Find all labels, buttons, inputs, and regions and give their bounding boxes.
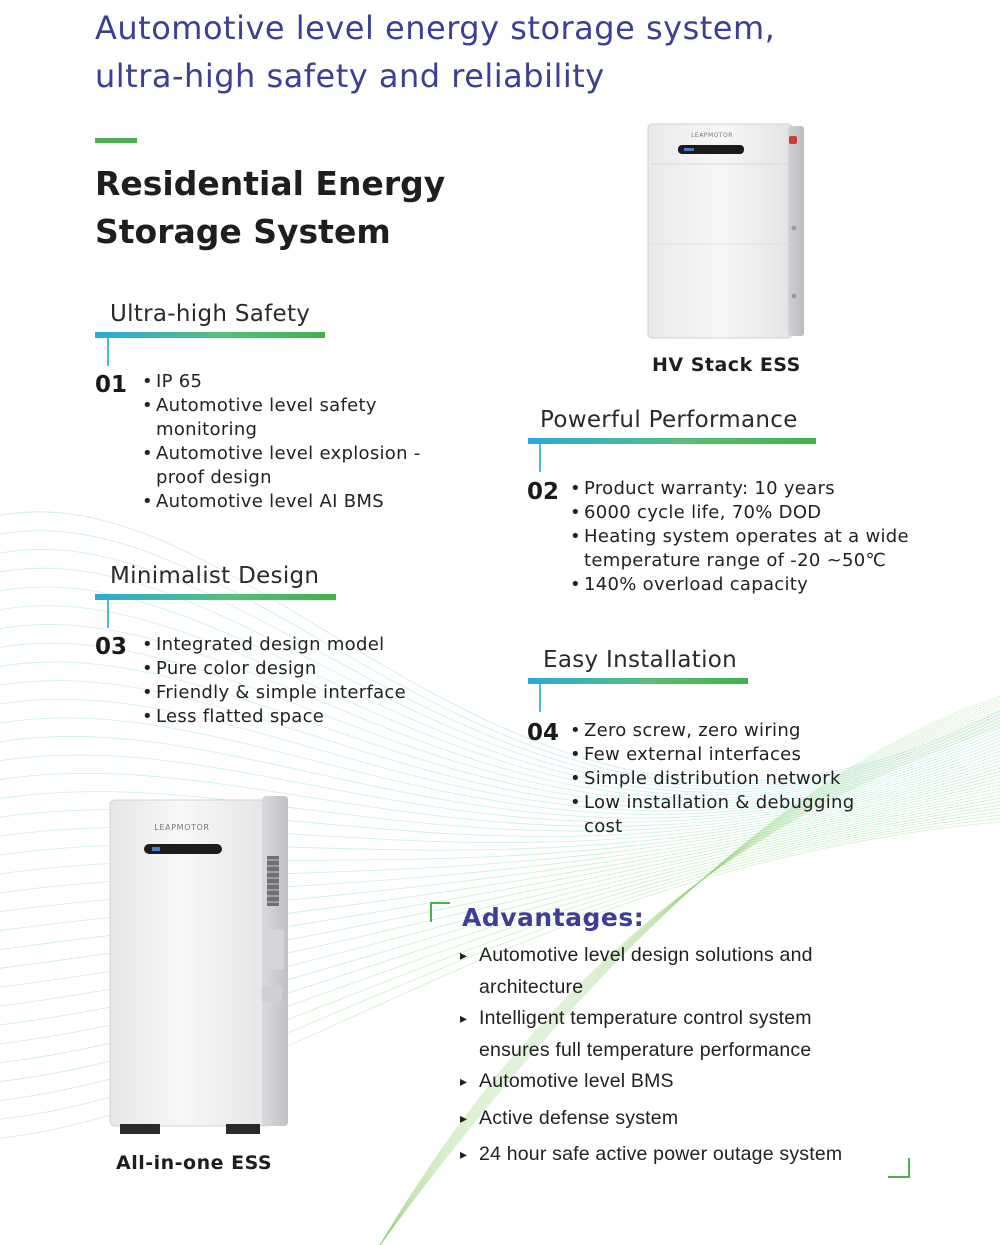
headline [95, 4, 975, 100]
section-title-installation: Easy Installation [543, 647, 738, 673]
list-item: • Heating system operates at a wide temperature range of -20 ~50℃ [570, 525, 915, 573]
section-tick-design [107, 600, 109, 628]
section-bar-design [95, 594, 336, 600]
section-number-03: 03 [95, 634, 128, 660]
list-item: • Less flatted space [142, 705, 442, 729]
hv-stack-caption: HV Stack ESS [652, 354, 801, 376]
list-item: • 140% overload capacity [570, 573, 915, 597]
section-tick-performance [539, 444, 541, 472]
list-item: • Integrated design model [142, 633, 442, 657]
list-item: ▸ Automotive level design solutions and architecture [460, 940, 880, 1003]
hv-stack-ess-image [640, 118, 810, 344]
section-title-safety: Ultra-high Safety [110, 301, 311, 327]
main-title-line-2: Storage System [95, 212, 391, 251]
list-item: • Pure color design [142, 657, 442, 681]
accent-dash [95, 138, 137, 143]
advantages-title: Advantages: [462, 903, 645, 932]
section-bar-performance [528, 438, 816, 444]
svg-text:LEAPMOTOR: LEAPMOTOR [154, 823, 210, 832]
list-item: • Automotive level explosion -proof design [142, 442, 432, 490]
main-title-line-1: Residential Energy [95, 164, 446, 203]
list-item: ▸ 24 hour safe active power outage system [460, 1139, 880, 1171]
section-number-02: 02 [527, 479, 560, 505]
all-in-one-caption: All-in-one ESS [116, 1152, 273, 1174]
section-tick-installation [539, 684, 541, 712]
all-in-one-ess-image [106, 790, 296, 1140]
corner-bracket-bottom-right [888, 1158, 910, 1178]
list-item: • IP 65 [142, 370, 432, 394]
list-performance [570, 477, 915, 597]
list-item: • 6000 cycle life, 70% DOD [570, 501, 915, 525]
list-item: ▸ Intelligent temperature control system ensures full temperature performance [460, 1003, 880, 1066]
list-item: • Friendly & simple interface [142, 681, 442, 705]
list-item: ▸ Automotive level BMS [460, 1066, 880, 1098]
section-number-04: 04 [527, 720, 560, 746]
section-title-design: Minimalist Design [110, 563, 320, 589]
list-item: • Product warranty: 10 years [570, 477, 915, 501]
list-safety [142, 370, 432, 514]
list-design [142, 633, 442, 729]
list-item: • Low installation & debugging cost [570, 791, 890, 839]
main-title [95, 160, 445, 256]
section-bar-installation [528, 678, 748, 684]
list-item: • Simple distribution network [570, 767, 890, 791]
svg-text:LEAPMOTOR: LEAPMOTOR [691, 132, 733, 139]
section-title-performance: Powerful Performance [540, 407, 798, 433]
list-installation [570, 719, 890, 839]
headline-line-2: ultra-high safety and reliability [95, 57, 605, 95]
list-item: ▸ Active defense system [460, 1103, 880, 1135]
section-tick-safety [107, 338, 109, 366]
list-item: • Zero screw, zero wiring [570, 719, 890, 743]
headline-line-1: Automotive level energy storage system, [95, 9, 776, 47]
section-number-01: 01 [95, 372, 128, 398]
list-item: • Few external interfaces [570, 743, 890, 767]
list-item: • Automotive level safety monitoring [142, 394, 432, 442]
corner-bracket-top-left [430, 902, 450, 922]
advantages-list [460, 940, 880, 1171]
list-item: • Automotive level AI BMS [142, 490, 432, 514]
section-bar-safety [95, 332, 325, 338]
